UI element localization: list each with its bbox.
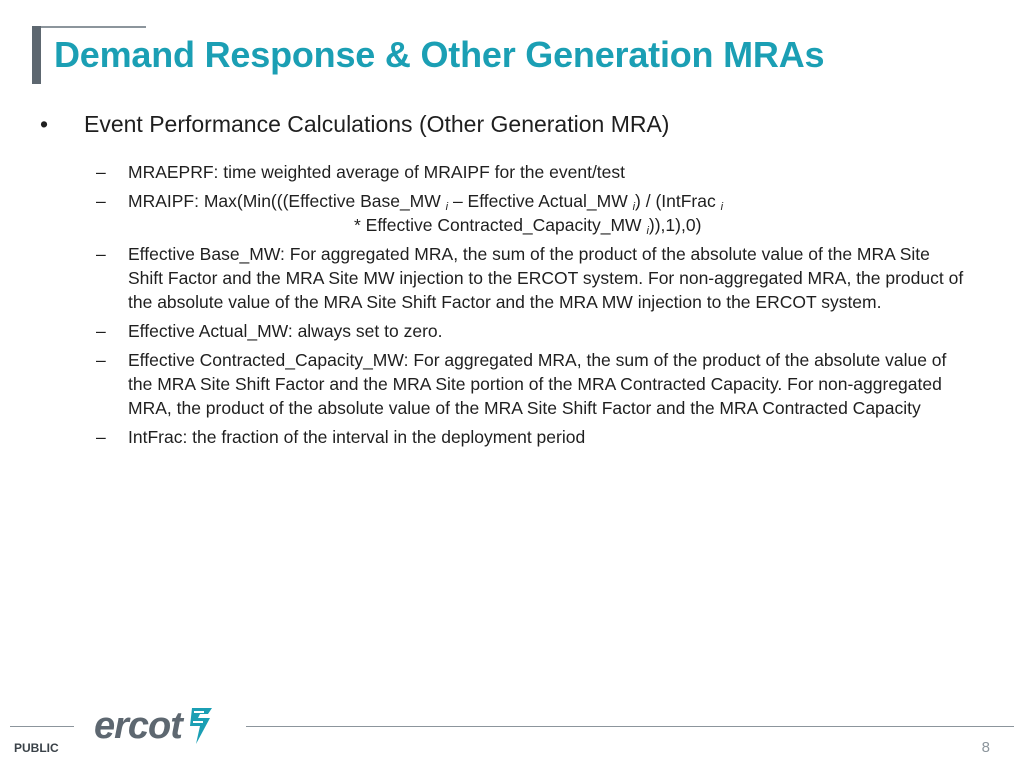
formula-line-2 <box>128 213 966 237</box>
sub-bullet-text: Effective Contracted_Capacity_MW: For aggregated MRA, the sum of the product of the absolute value of the MRA Site Shift Factor and the MRA Site portion of the MRA Contracted Capacity. For non-aggregated MRA, the product of the absolute value of the MRA Site Shift Factor and the MRA Contracted Capacity <box>128 350 947 418</box>
formula-part: MRAIPF: Max(Min(((Effective Base_MW <box>128 191 446 211</box>
sub-bullet-mraipf <box>96 189 966 237</box>
ercot-bolt-logo-icon <box>186 704 216 748</box>
sub-bullet-text: Effective Actual_MW: always set to zero. <box>128 321 443 341</box>
classification-label: PUBLIC <box>14 741 59 755</box>
title-bracket-top <box>32 26 146 28</box>
logo-wordmark: ercot <box>94 705 182 747</box>
subscript: i <box>632 201 636 213</box>
formula-part: * Effective Contracted_Capacity_MW <box>354 215 647 235</box>
sub-bullet-marker: – <box>96 427 106 447</box>
sub-bullet-list <box>96 160 966 454</box>
subscript: i <box>646 225 649 237</box>
sub-bullet-marker: – <box>96 191 106 211</box>
sub-bullet-effective-contracted-capacity <box>96 348 966 420</box>
subscript: i <box>720 201 724 213</box>
sub-bullet-marker: – <box>96 244 106 264</box>
sub-bullet-text: MRAEPRF: time weighted average of MRAIPF for the event/test <box>128 162 626 182</box>
sub-bullet-mraeprf <box>96 160 966 184</box>
footer-divider-right <box>246 726 1014 727</box>
sub-bullet-text: Effective Base_MW: For aggregated MRA, the sum of the product of the absolute value of the MRA Site Shift Factor and the MRA Site MW injection to the ERCOT system. For non-aggregated MRA, the product of the absolute value of the MRA Site Shift Factor and the MRA MW injection to the ERCOT system. <box>128 244 964 312</box>
page-number: 8 <box>981 739 990 756</box>
footer-divider-left <box>10 726 74 727</box>
formula-part: – Effective Actual_MW <box>448 191 633 211</box>
sub-bullet-marker: – <box>96 350 106 370</box>
formula-part: )),1),0) <box>648 215 702 235</box>
bullet-marker: • <box>40 111 49 137</box>
title-bracket-side <box>32 26 41 84</box>
bullet-text: Event Performance Calculations (Other Generation MRA) <box>84 111 670 137</box>
sub-bullet-marker: – <box>96 162 106 182</box>
sub-bullet-intfrac <box>96 425 966 449</box>
sub-bullet-text: IntFrac: the fraction of the interval in the deployment period <box>128 427 586 447</box>
sub-bullet-effective-actual-mw <box>96 319 966 343</box>
formula-part: ) / (IntFrac <box>635 191 721 211</box>
ercot-logo <box>94 702 216 750</box>
formula-line-1 <box>128 191 723 211</box>
page-title: Demand Response & Other Generation MRAs <box>54 34 825 75</box>
sub-bullet-effective-base-mw <box>96 242 966 314</box>
sub-bullet-marker: – <box>96 321 106 341</box>
subscript: i <box>445 201 449 213</box>
